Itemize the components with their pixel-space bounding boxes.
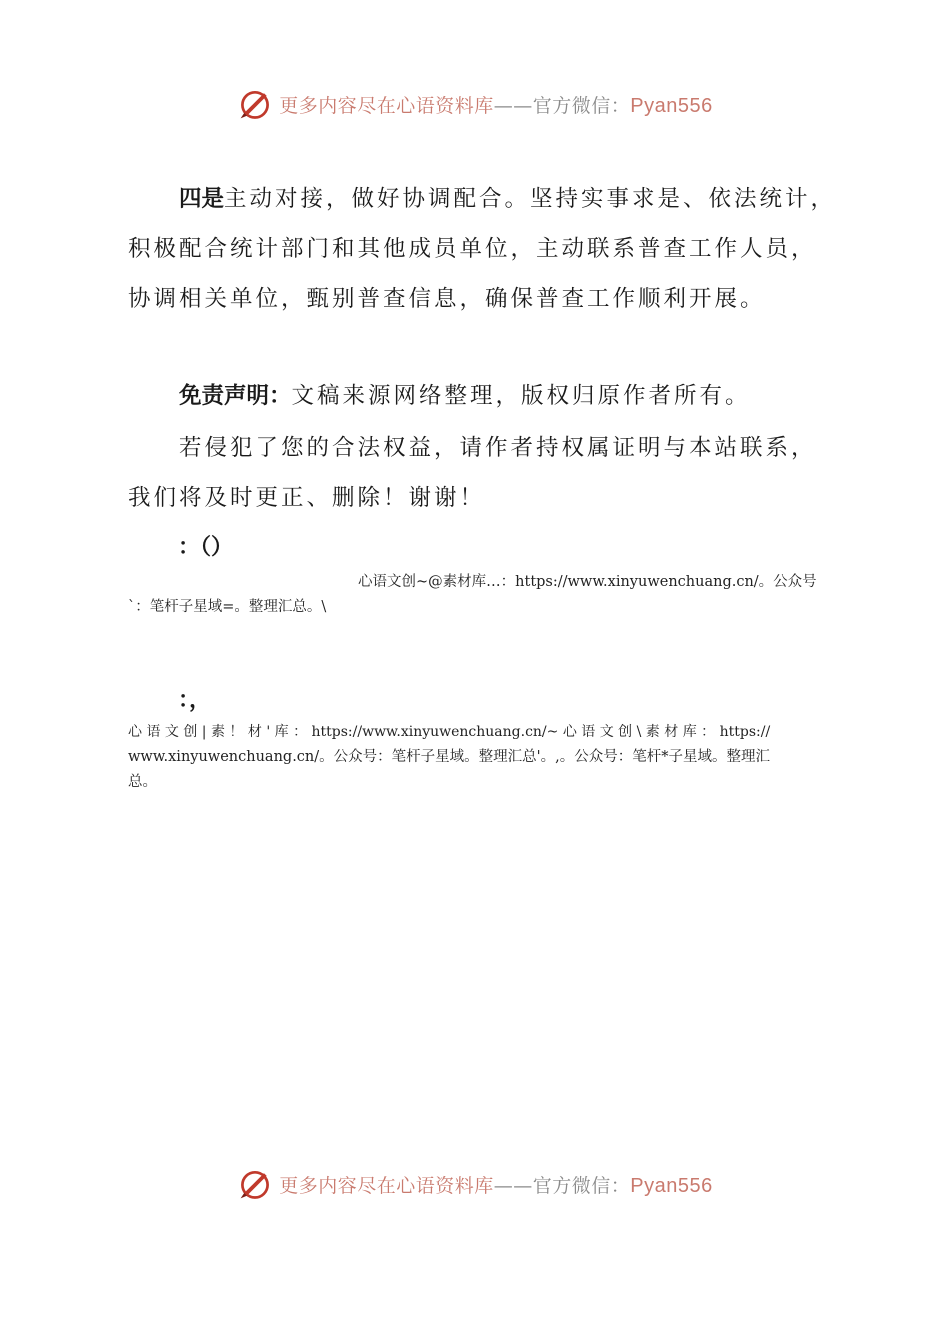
banner-title: 更多内容尽在心语资料库 (279, 94, 494, 117)
disclaimer-line3: 我们将及时更正、删除！谢谢！ (128, 485, 486, 511)
heading-a: ：（） (178, 535, 234, 560)
note-b-line1: 心 语 文 创 | 素 ！ 材 ' 库 ： https://www.xinyuwenchuang.cn/~ 心 语 文 创 \ 素 材 库 ： https:// (128, 724, 771, 740)
header-banner (0, 82, 950, 126)
footer-banner-title: 更多内容尽在心语资料库 (279, 1174, 494, 1197)
heading-b: ：， (178, 688, 212, 713)
paragraph4-line3: 协调相关单位，甄别普查信息，确保普查工作顺利开展。 (128, 286, 766, 312)
note-a-line1: 心语文创~@素材库…：https://www.xinyuwenchuang.cn/。公众号 (358, 574, 817, 590)
paragraph4-line2: 积极配合统计部门和其他成员单位，主动联系普查工作人员， (128, 236, 817, 262)
pen-logo-icon (237, 1166, 273, 1202)
banner-dash: —— (493, 94, 533, 117)
footer-banner-wechat-id: Pyan556 (630, 1174, 713, 1197)
disclaimer-line1-text: 文稿来源网络整理，版权归原作者所有。 (291, 383, 751, 409)
note-a-line2: `：笔杆子星域=。整理汇总。\ (128, 599, 327, 615)
disclaimer-label: 免责声明： (179, 383, 292, 409)
paragraph4-line1-text: 主动对接，做好协调配合。坚持实事求是、依法统计， (224, 186, 837, 212)
disclaimer-line2: 若侵犯了您的合法权益，请作者持权属证明与本站联系， (179, 435, 817, 461)
banner-wechat-label: 官方微信： (532, 94, 631, 117)
footer-banner (0, 1162, 950, 1206)
note-b-line2: www.xinyuwenchuang.cn/。公众号：笔杆子星域。整理汇总'。,。公众号：笔杆*子星域。整理汇 (128, 749, 770, 765)
pen-logo-icon (237, 86, 273, 122)
footer-banner-wechat-label: 官方微信： (532, 1174, 631, 1197)
disclaimer-line1 (179, 381, 751, 411)
note-b-line3: 总。 (128, 774, 157, 790)
paragraph4-lead: 四是 (179, 186, 225, 212)
paragraph4-line1 (179, 184, 836, 214)
banner-wechat-id: Pyan556 (630, 94, 713, 117)
footer-banner-dash: —— (493, 1174, 533, 1197)
